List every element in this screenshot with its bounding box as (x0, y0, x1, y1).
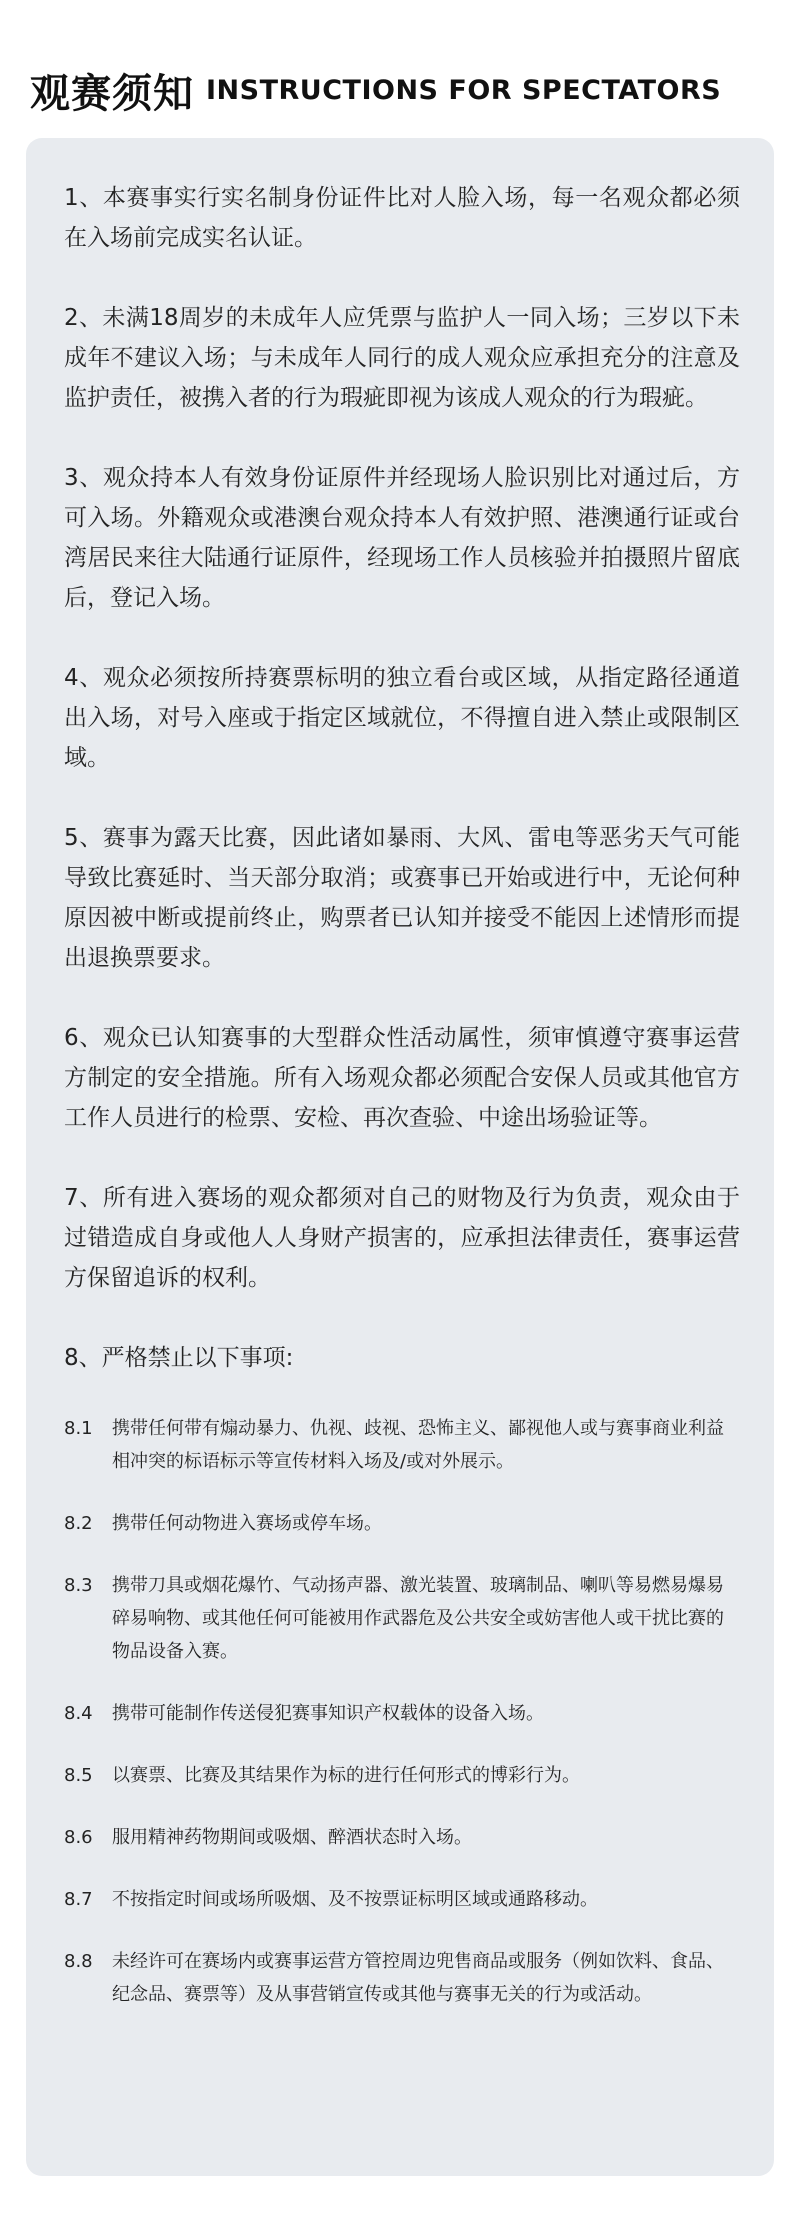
prohibited-item-text: 以赛票、比赛及其结果作为标的进行任何形式的博彩行为。 (112, 1765, 580, 1786)
prohibited-item-text: 携带刀具或烟花爆竹、气动扬声器、激光装置、玻璃制品、喇叭等易燃易爆易碎易响物、或其他任何可能被用作武器危及公共安全或妨害他人或干扰比赛的物品设备入赛。 (112, 1575, 724, 1662)
rule-item-3: 3、观众持本人有效身份证原件并经现场人脸识别比对通过后，方可入场。外籍观众或港澳台观众持本人有效护照、港澳通行证或台湾居民来往大陆通行证原件，经现场工作人员核验并拍摄照片留底后，登记入场。 (64, 465, 740, 611)
prohibited-item (64, 1883, 740, 1916)
page-header (30, 60, 721, 120)
rule-item-4: 4、观众必须按所持赛票标明的独立看台或区域，从指定路径通道出入场，对号入座或于指定区域就位，不得擅自进入禁止或限制区域。 (64, 665, 740, 771)
prohibited-item-text: 不按指定时间或场所吸烟、及不按票证标明区域或通路移动。 (112, 1889, 598, 1910)
prohibited-item-number: 8.7 (64, 1889, 93, 1910)
prohibited-item-text: 携带可能制作传送侵犯赛事知识产权载体的设备入场。 (112, 1703, 544, 1724)
prohibited-item (64, 1759, 740, 1792)
rule-item-7: 7、所有进入赛场的观众都须对自己的财物及行为负责，观众由于过错造成自身或他人人身财产损害的，应承担法律责任，赛事运营方保留追诉的权利。 (64, 1185, 740, 1291)
prohibited-item-number: 8.3 (64, 1575, 93, 1596)
prohibited-item-text: 携带任何带有煽动暴力、仇视、歧视、恐怖主义、鄙视他人或与赛事商业利益相冲突的标语标示等宣传材料入场及/或对外展示。 (112, 1418, 724, 1472)
prohibited-item-number: 8.5 (64, 1765, 93, 1786)
prohibited-item (64, 1569, 740, 1668)
prohibited-item-number: 8.6 (64, 1827, 93, 1848)
rule-item-2: 2、未满18周岁的未成年人应凭票与监护人一同入场；三岁以下未成年不建议入场；与未成年人同行的成人观众应承担充分的注意及监护责任，被携入者的行为瑕疵即视为该成人观众的行为瑕疵。 (64, 305, 740, 411)
prohibited-item-number: 8.2 (64, 1513, 93, 1534)
prohibited-item-number: 8.1 (64, 1418, 93, 1439)
prohibited-item-text: 未经许可在赛场内或赛事运营方管控周边兜售商品或服务（例如饮料、食品、纪念品、赛票等）及从事营销宣传或其他与赛事无关的行为或活动。 (112, 1951, 724, 2005)
rules-list (64, 178, 740, 1378)
prohibited-items-list (64, 1412, 740, 2011)
rule-item-5: 5、赛事为露天比赛，因此诸如暴雨、大风、雷电等恶劣天气可能导致比赛延时、当天部分取消；或赛事已开始或进行中，无论何种原因被中断或提前终止，购票者已认知并接受不能因上述情形而提出退换票要求。 (64, 825, 740, 971)
prohibited-item (64, 1945, 740, 2011)
page-title: 观赛须知 (30, 70, 194, 117)
prohibited-item-number: 8.8 (64, 1951, 93, 1972)
rule-item-1: 1、本赛事实行实名制身份证件比对人脸入场，每一名观众都必须在入场前完成实名认证。 (64, 185, 740, 251)
prohibited-item-text: 携带任何动物进入赛场或停车场。 (112, 1513, 382, 1534)
prohibited-item (64, 1412, 740, 1478)
prohibited-item (64, 1821, 740, 1854)
prohibited-item-number: 8.4 (64, 1703, 93, 1724)
rule-item-8: 8、严格禁止以下事项: (64, 1345, 294, 1371)
rule-item-6: 6、观众已认知赛事的大型群众性活动属性，须审慎遵守赛事运营方制定的安全措施。所有入场观众都必须配合安保人员或其他官方工作人员进行的检票、安检、再次查验、中途出场验证等。 (64, 1025, 740, 1131)
prohibited-item (64, 1697, 740, 1730)
page-title-english: INSTRUCTIONS FOR SPECTATORS (206, 74, 722, 106)
prohibited-item-text: 服用精神药物期间或吸烟、醉酒状态时入场。 (112, 1827, 472, 1848)
instructions-panel (26, 138, 774, 2176)
prohibited-item (64, 1507, 740, 1540)
